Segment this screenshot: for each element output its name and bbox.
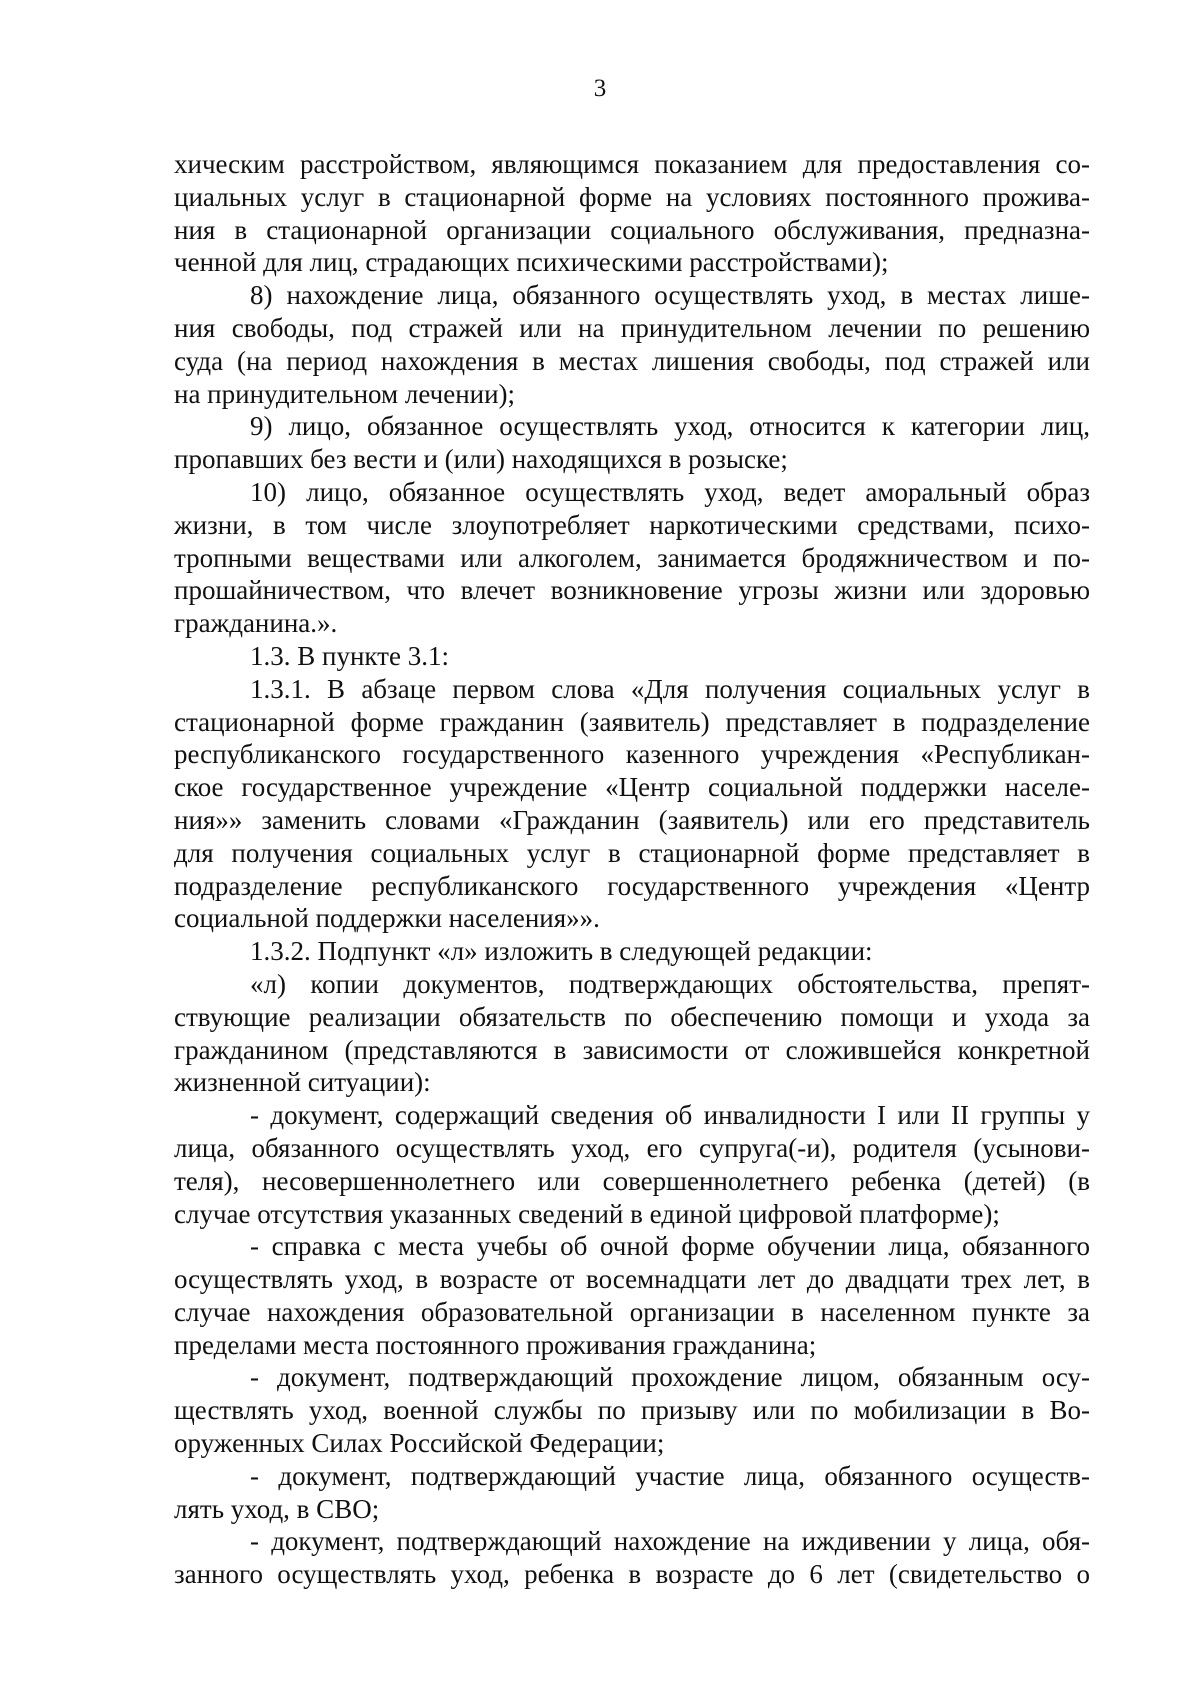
- text-line: прошайничеством, что влечет возникновение угрозы жизни или здоровью: [174, 575, 1090, 606]
- text-line: хическим расстройством, являющимся показанием для предоставления со-: [174, 149, 1090, 179]
- text-line: гражданином (представляются в зависимости от сложившейся конкретной: [174, 1034, 1090, 1065]
- text-line: 1.3.1. В абзаце первом слова «Для получения социальных услуг в: [250, 673, 1090, 704]
- text-line: для получения социальных услуг в стационарной форме представляет в: [174, 837, 1090, 868]
- text-line: оруженных Силах Российской Федерации;: [174, 1428, 665, 1459]
- text-line: ствующие реализации обязательств по обеспечению помощи и ухода за: [174, 1001, 1090, 1032]
- text-line: 10) лицо, обязанное осуществлять уход, ведет аморальный образ: [250, 476, 1090, 507]
- text-line: лять уход, в СВО;: [174, 1493, 380, 1524]
- text-line: - документ, подтверждающий нахождение на иждивении у лица, обя-: [250, 1526, 1090, 1557]
- page-number: 3: [593, 75, 607, 102]
- text-line: на принудительном лечении);: [174, 378, 516, 409]
- text-line: случае отсутствия указанных сведений в единой цифровой платформе);: [174, 1198, 1000, 1229]
- text-line: 9) лицо, обязанное осуществлять уход, относится к категории лиц,: [250, 411, 1090, 442]
- text-line: занного осуществлять уход, ребенка в возрасте до 6 лет (свидетельство о: [174, 1559, 1090, 1590]
- text-line: пропавших без вести и (или) находящихся в розыске;: [174, 444, 788, 475]
- document-body: [174, 148, 1090, 1591]
- text-line: ния свободы, под стражей или на принудительном лечении по решению: [174, 312, 1090, 343]
- text-line: ния в стационарной организации социального обслуживания, предназна-: [174, 214, 1090, 245]
- text-line: гражданина.».: [174, 608, 338, 639]
- text-line: - документ, подтверждающий участие лица, обязанного осуществ-: [250, 1460, 1090, 1491]
- text-line: случае нахождения образовательной организации в населенном пункте за: [174, 1296, 1090, 1327]
- text-line: теля), несовершеннолетнего или совершеннолетнего ребенка (детей) (в: [174, 1165, 1090, 1196]
- text-line: 1.3.2. Подпункт «л» изложить в следующей редакции:: [250, 936, 873, 967]
- text-line: тропными веществами или алкоголем, занимается бродяжничеством и по-: [174, 542, 1090, 573]
- text-line: лица, обязанного осуществлять уход, его супруга(-и), родителя (усынови-: [174, 1132, 1090, 1163]
- text-line: циальных услуг в стационарной форме на условиях постоянного прожива-: [174, 181, 1090, 212]
- text-line: жизни, в том числе злоупотребляет наркотическими средствами, психо-: [174, 509, 1090, 540]
- text-line: ществлять уход, военной службы по призыву или по мобилизации в Во-: [174, 1395, 1090, 1426]
- text-line: жизненной ситуации):: [174, 1067, 431, 1098]
- text-line: - справка с места учебы об очной форме обучении лица, обязанного: [250, 1231, 1090, 1262]
- text-line: - документ, подтверждающий прохождение лицом, обязанным осу-: [250, 1362, 1090, 1393]
- text-line: пределами места постоянного проживания гражданина;: [174, 1329, 817, 1360]
- text-line: ченной для лиц, страдающих психическими расстройствами);: [174, 247, 889, 278]
- text-line: социальной поддержки населения»».: [174, 903, 600, 934]
- text-line: - документ, содержащий сведения об инвалидности I или II группы у: [250, 1100, 1090, 1131]
- text-line: осуществлять уход, в возрасте от восемнадцати лет до двадцати трех лет, в: [174, 1264, 1090, 1295]
- text-line: республиканского государственного казенного учреждения «Республикан-: [174, 739, 1090, 770]
- text-line: ния»» заменить словами «Гражданин (заявитель) или его представитель: [174, 804, 1090, 835]
- text-line: подразделение республиканского государственного учреждения «Центр: [174, 870, 1090, 901]
- text-line: стационарной форме гражданин (заявитель) представляет в подразделение: [174, 706, 1090, 737]
- text-line: 8) нахождение лица, обязанного осуществлять уход, в местах лише-: [250, 280, 1090, 311]
- text-line: 1.3. В пункте 3.1:: [250, 640, 449, 671]
- text-line: «л) копии документов, подтверждающих обстоятельства, препят-: [250, 968, 1090, 999]
- text-line: ское государственное учреждение «Центр социальной поддержки населе-: [174, 772, 1090, 803]
- text-line: суда (на период нахождения в местах лишения свободы, под стражей или: [174, 345, 1090, 376]
